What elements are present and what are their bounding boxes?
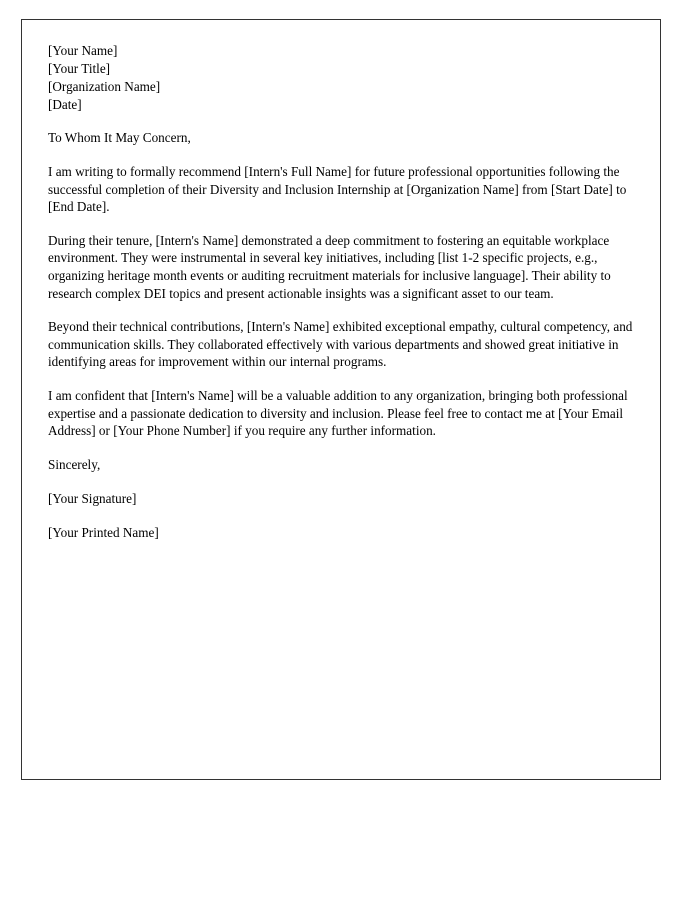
sender-organization-line: [Organization Name] <box>48 79 161 94</box>
body-paragraph-3: Beyond their technical contributions, [Intern's Name] exhibited exceptional empathy, cultural competency, and communication skills. They collaborated effectively with various departments and showed great initiative in identifying areas for improvement within our internal programs. <box>48 319 633 370</box>
sender-title-line: [Your Title] <box>48 61 111 76</box>
document-page <box>21 19 661 780</box>
sender-name-line: [Your Name] <box>48 43 118 58</box>
printed-name-placeholder: [Your Printed Name] <box>48 524 159 540</box>
body-paragraph-4: I am confident that [Intern's Name] will be a valuable addition to any organization, bringing both professional expertise and a passionate dedication to diversity and inclusion. Please feel free to contact me at [Your Email Address] or [Your Phone Number] if you require any further information. <box>48 387 628 439</box>
salutation: To Whom It May Concern, <box>48 130 191 145</box>
closing-salutation: Sincerely, <box>48 456 101 472</box>
sender-date-line: [Date] <box>48 97 82 112</box>
signature-placeholder: [Your Signature] <box>48 490 137 506</box>
letter-body <box>48 42 636 542</box>
sender-address-block <box>48 42 636 114</box>
body-paragraph-1: I am writing to formally recommend [Intern's Full Name] for future professional opportunities following the successful completion of their Diversity and Inclusion Internship at [Organization Name] from [Start Date] to [End Date]. <box>48 164 627 215</box>
body-paragraph-2: During their tenure, [Intern's Name] demonstrated a deep commitment to fostering an equitable workplace environment. They were instrumental in several key initiatives, including [list 1-2 specific projects, e.g., organizing heritage month events or auditing recruitment materials for inclusive language]. Their ability to research complex DEI topics and present actionable insights was a significant asset to our team. <box>48 232 611 301</box>
